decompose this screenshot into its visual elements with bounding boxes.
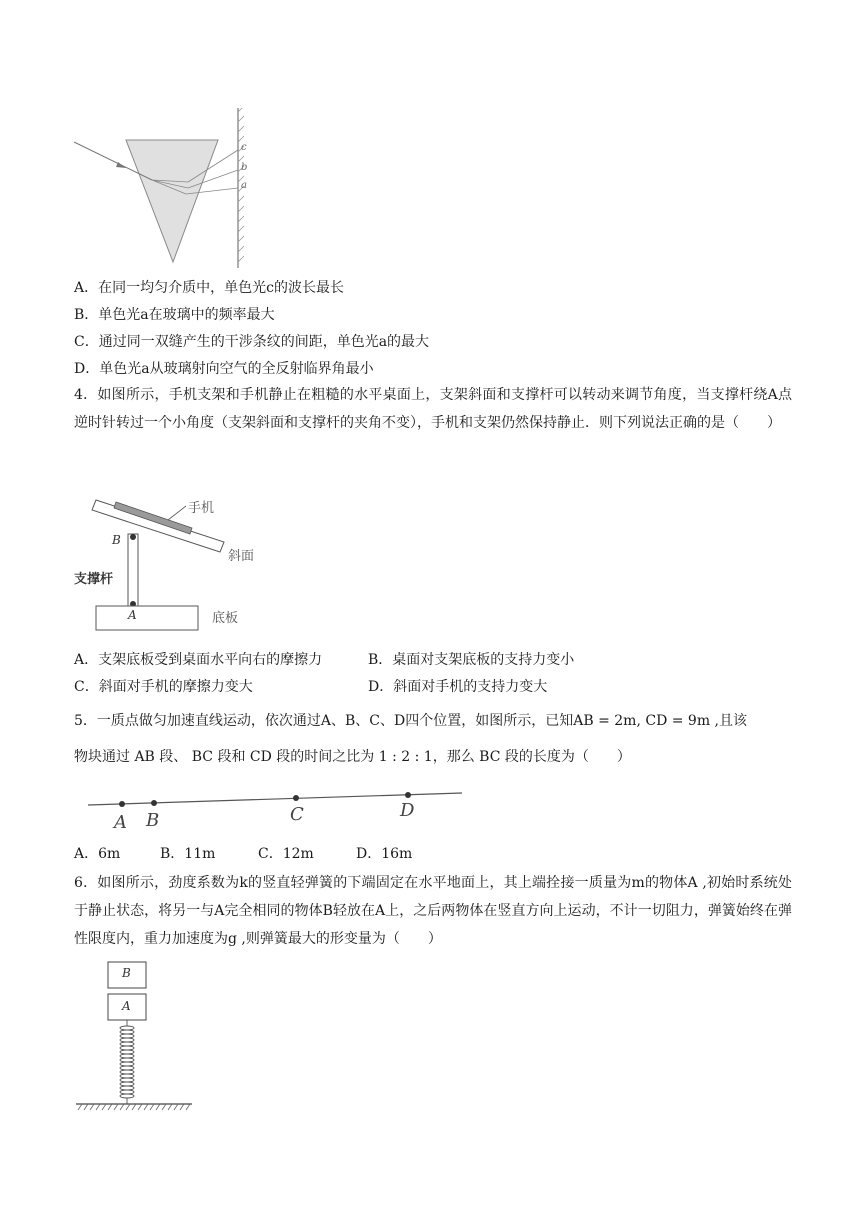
point-a	[119, 801, 125, 807]
q3-option-c: C．通过同一双缝产生的干涉条纹的间距，单色光a的最大	[74, 334, 430, 350]
q5-stem-line2: 物块通过 AB 段、 BC 段和 CD 段的时间之比为 1 : 2 : 1，那么 BC 段的长度为（ ）	[74, 749, 631, 765]
label-c: c	[241, 142, 247, 153]
q5-stem-line1: 5．一质点做匀加速直线运动，依次通过A、B、C、D四个位置，如图所示，已知AB = 2m, CD = 9m ,且该	[74, 713, 748, 729]
label-point-c-q5: C	[290, 804, 304, 825]
q4-option-c: C．斜面对手机的摩擦力变大	[74, 679, 253, 695]
spring	[120, 1020, 134, 1104]
label-point-a: A	[128, 608, 137, 622]
q4-option-b: B．桌面对支架底板的支持力变小	[368, 652, 575, 668]
spring-figure	[74, 960, 196, 1112]
point-c	[293, 795, 299, 801]
point-b	[151, 800, 157, 806]
q5-option-a: A．6m	[74, 846, 121, 862]
label-block-a: A	[122, 999, 131, 1013]
q6-stem: 6．如图所示，劲度系数为k的竖直轻弹簧的下端固定在水平地面上，其上端拴接一质量为m的物体A ,初始时系统处于静止状态，将另一与A完全相同的物体B轻放在A上，之后两物体在竖直方向上运动，不计一切阻力，弹簧始终在弹性限度内，重力加速度为g ,则弹簧最大的形变量为（ ）	[74, 875, 792, 947]
q5-option-d: D．16m	[356, 846, 413, 862]
label-point-b-q5: B	[146, 810, 160, 831]
point-d	[405, 792, 411, 798]
label-point-b: B	[112, 533, 121, 547]
q5-option-b: B．11m	[160, 846, 216, 862]
stand-base	[96, 606, 198, 630]
label-block-b: B	[122, 966, 131, 980]
label-point-d-q5: D	[400, 800, 415, 821]
support-rod	[128, 534, 138, 606]
label-point-a-q5: A	[114, 812, 127, 833]
q4-option-d: D．斜面对手机的支持力变大	[368, 679, 548, 695]
q5-option-c: C．12m	[258, 846, 314, 862]
label-rod: 支撑杆	[74, 572, 114, 587]
label-b: b	[241, 162, 248, 173]
q3-option-d: D．单色光a从玻璃射向空气的全反射临界角最小	[74, 361, 374, 377]
prism	[126, 140, 218, 262]
q4-option-a: A．支架底板受到桌面水平向右的摩擦力	[74, 652, 323, 668]
q3-option-a: A．在同一均匀介质中，单色光c的波长最长	[74, 280, 344, 296]
label-base: 底板	[212, 611, 239, 626]
q4-stem: 4．如图所示，手机支架和手机静止在粗糙的水平桌面上，支架斜面和支撑杆可以转动来调节角度，当支撑杆绕A点逆时针转过一个小角度（支架斜面和支撑杆的夹角不变），手机和支架仍然保持静止．则下列说法正确的是（ ）	[74, 387, 792, 431]
label-a: a	[241, 180, 247, 191]
label-slope: 斜面	[228, 549, 255, 564]
q3-option-b: B．单色光a在玻璃中的频率最大	[74, 307, 275, 323]
label-phone: 手机	[188, 501, 215, 516]
